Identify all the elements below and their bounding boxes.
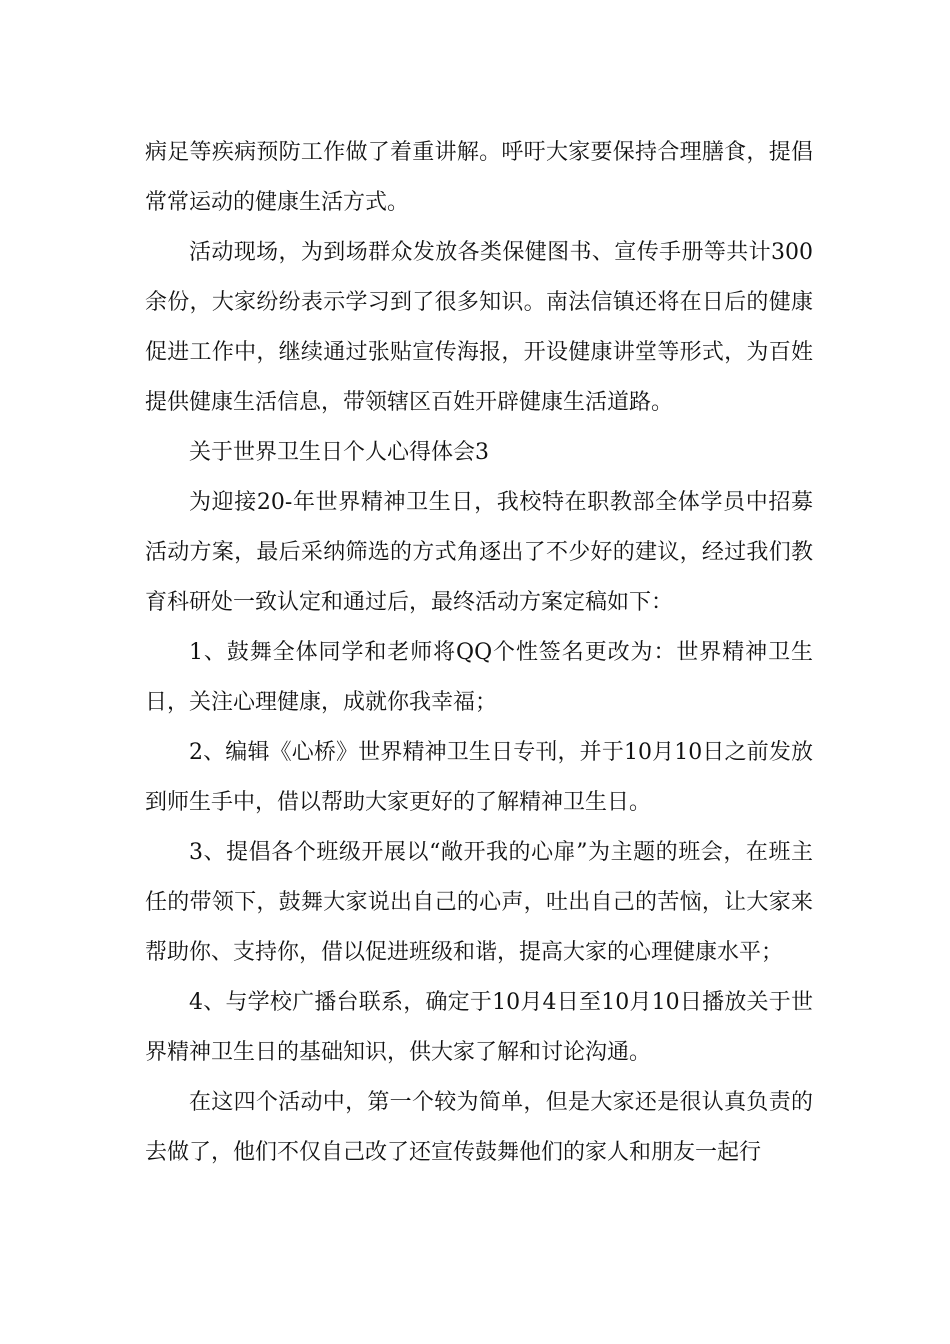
paragraph-continuation: 病足等疾病预防工作做了着重讲解。呼吁大家要保持合理膳食，提倡常常运动的健康生活方式。 xyxy=(145,140,813,215)
list-item-2: 2、编辑《心桥》世界精神卫生日专刊，并于10月10日之前发放到师生手中，借以帮助大家更好的了解精神卫生日。 xyxy=(145,740,813,815)
section-heading: 关于世界卫生日个人心得体会3 xyxy=(189,440,489,465)
paragraph-intro: 为迎接20-年世界精神卫生日，我校特在职教部全体学员中招募活动方案，最后采纳筛选的方式角逐出了不少好的建议，经过我们教育科研处一致认定和通过后，最终活动方案定稿如下： xyxy=(145,490,813,615)
paragraph-event-site: 活动现场，为到场群众发放各类保健图书、宣传手册等共计300余份，大家纷纷表示学习到了很多知识。南法信镇还将在日后的健康促进工作中，继续通过张贴宣传海报，开设健康讲堂等形式，为百姓提供健康生活信息，带领辖区百姓开辟健康生活道路。 xyxy=(145,240,813,415)
list-item-3: 3、提倡各个班级开展以“敞开我的心扉”为主题的班会，在班主任的带领下，鼓舞大家说出自己的心声，吐出自己的苦恼，让大家来帮助你、支持你，借以促进班级和谐，提高大家的心理健康水平； xyxy=(145,840,813,965)
list-item-4: 4、与学校广播台联系，确定于10月4日至10月10日播放关于世界精神卫生日的基础知识，供大家了解和讨论沟通。 xyxy=(145,990,813,1065)
list-item-1: 1、鼓舞全体同学和老师将QQ个性签名更改为：世界精神卫生日，关注心理健康，成就你我幸福； xyxy=(145,640,813,715)
document-body xyxy=(145,128,813,1178)
paragraph-summary: 在这四个活动中，第一个较为简单，但是大家还是很认真负责的去做了，他们不仅自己改了还宣传鼓舞他们的家人和朋友一起行 xyxy=(145,1090,813,1165)
